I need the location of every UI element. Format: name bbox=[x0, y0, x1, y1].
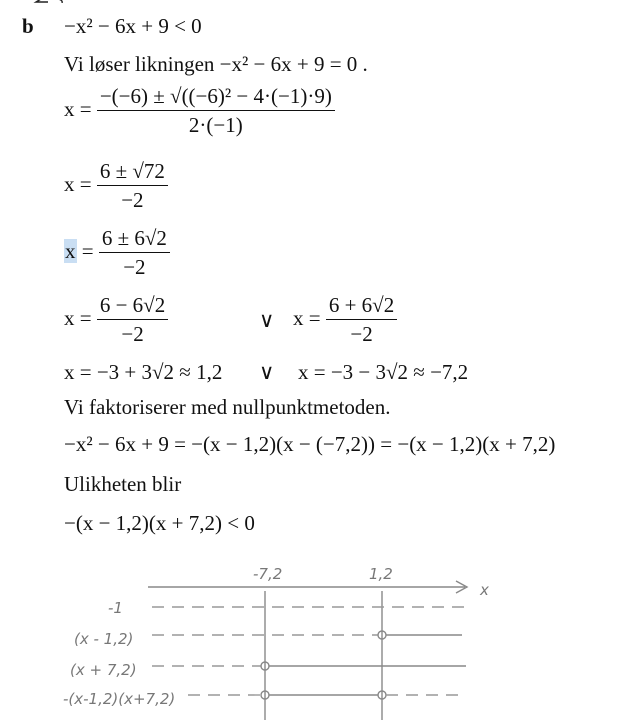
part-label: b bbox=[22, 14, 34, 38]
factor-equation: −x² − 6x + 9 = −(x − 1,2)(x − (−7,2)) = −(x − 1,2)(x + 7,2) bbox=[64, 432, 556, 456]
step-6sqrt2 bbox=[64, 226, 170, 280]
step3-lhs-var-highlighted: x bbox=[65, 238, 76, 263]
step4-left bbox=[64, 293, 168, 347]
row-label-product: -(x-1,2)(x+7,2) bbox=[63, 690, 176, 708]
step2-lhs: x = bbox=[64, 171, 92, 196]
step5-or: ∨ bbox=[259, 360, 275, 384]
step5-left: x = −3 + 3√2 ≈ 1,2 bbox=[64, 360, 223, 384]
step4-right-numerator: 6 + 6√2 bbox=[326, 293, 397, 320]
cropped-glyph bbox=[30, 0, 70, 3]
step5-right: x = −3 − 3√2 ≈ −7,2 bbox=[298, 360, 469, 384]
step3-lhs-eq: = bbox=[81, 238, 94, 263]
step4-or: ∨ bbox=[259, 308, 275, 332]
inequality: −x² − 6x + 9 < 0 bbox=[64, 14, 202, 38]
row-label-x-plus-7-2: (x + 7,2) bbox=[70, 661, 137, 679]
inequality-sentence: Ulikheten blir bbox=[64, 472, 182, 496]
step4-left-denominator: −2 bbox=[121, 322, 144, 346]
step4-right-lhs: x = bbox=[293, 305, 321, 330]
step1-lhs: x = bbox=[64, 96, 92, 121]
step4-right-denominator: −2 bbox=[350, 322, 373, 346]
step4-left-numerator: 6 − 6√2 bbox=[97, 293, 168, 320]
step-quadratic-formula bbox=[64, 84, 335, 138]
step4-left-fraction bbox=[97, 293, 168, 347]
step3-fraction bbox=[99, 226, 170, 280]
row-label-x-minus-1-2: (x - 1,2) bbox=[74, 630, 134, 648]
step2-denominator: −2 bbox=[121, 188, 144, 212]
step4-left-lhs: x = bbox=[64, 305, 92, 330]
cropped-top-text bbox=[30, 0, 70, 3]
root-label-1-2: 1,2 bbox=[369, 565, 393, 583]
axis-label-x: x bbox=[480, 581, 489, 599]
step4-right-fraction bbox=[326, 293, 397, 347]
step3-denominator: −2 bbox=[123, 255, 146, 279]
step-sqrt72 bbox=[64, 159, 168, 213]
step3-numerator: 6 ± 6√2 bbox=[99, 226, 170, 253]
step1-fraction bbox=[97, 84, 335, 138]
step1-denominator: 2·(−1) bbox=[188, 113, 243, 137]
step2-fraction bbox=[97, 159, 168, 213]
root-label-neg7-2: -7,2 bbox=[253, 565, 283, 583]
final-inequality: −(x − 1,2)(x + 7,2) < 0 bbox=[64, 511, 255, 535]
factor-sentence: Vi faktoriserer med nullpunktmetoden. bbox=[64, 395, 391, 419]
step2-numerator: 6 ± √72 bbox=[97, 159, 168, 186]
row-label-minus-one: -1 bbox=[108, 599, 123, 617]
step1-numerator: −(−6) ± √((−6)² − 4·(−1)·9) bbox=[97, 84, 335, 111]
step4-right bbox=[293, 293, 397, 347]
sign-chart bbox=[0, 555, 635, 720]
solve-sentence: Vi løser likningen −x² − 6x + 9 = 0 . bbox=[64, 52, 368, 76]
